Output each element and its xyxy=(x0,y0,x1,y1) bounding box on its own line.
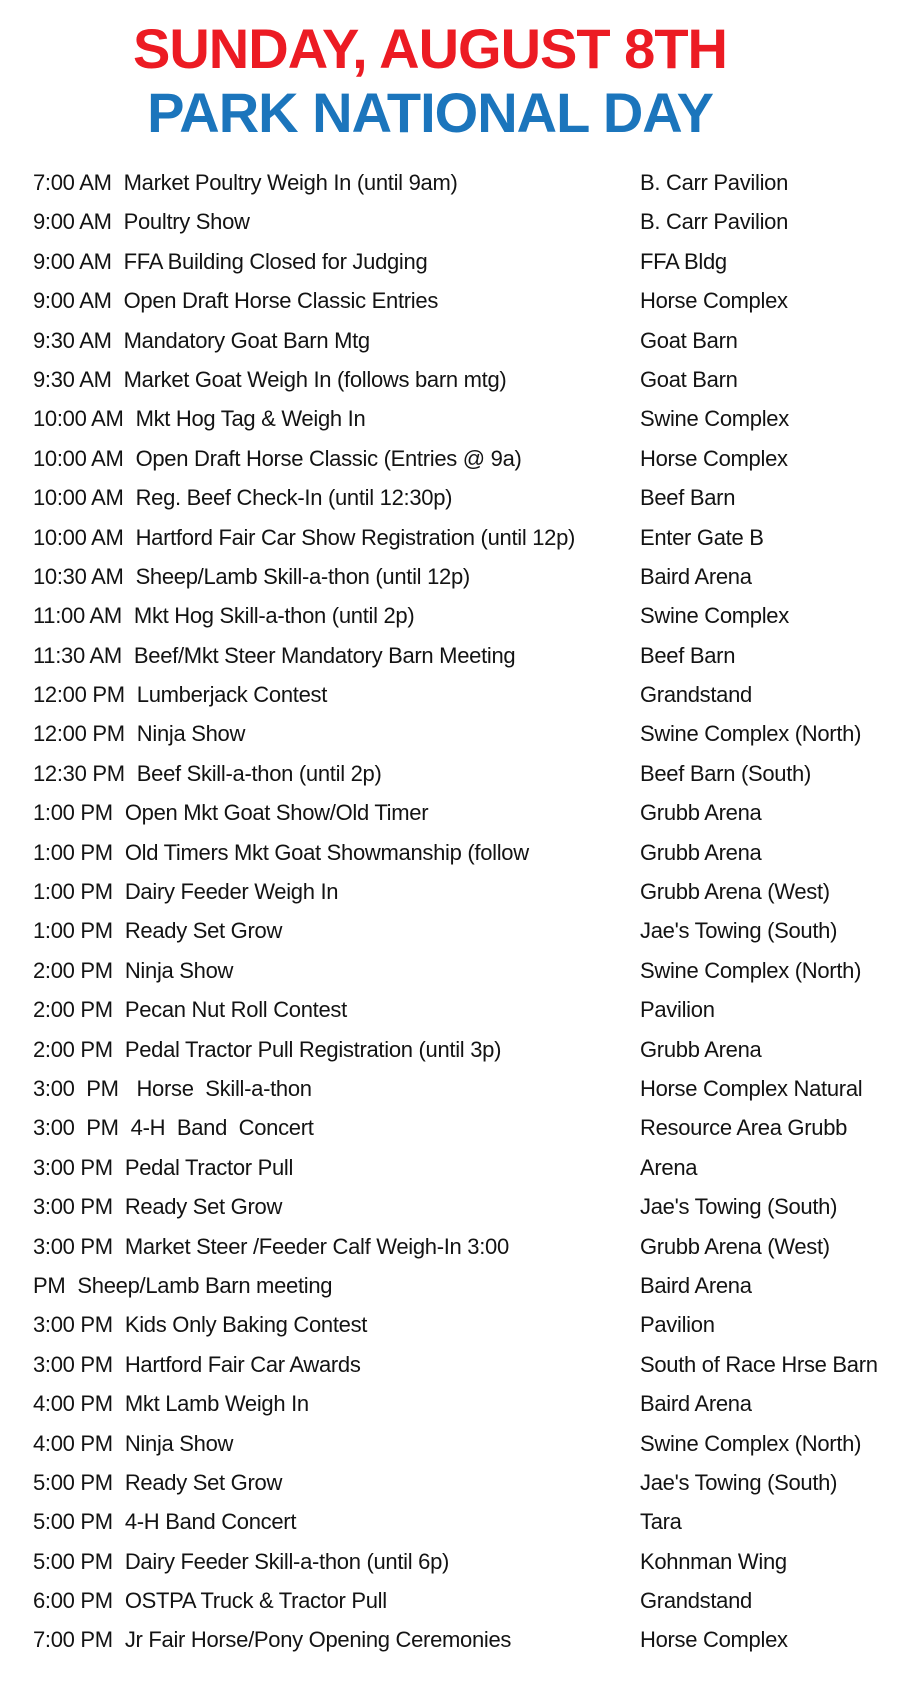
schedule-row xyxy=(0,833,915,872)
event-time: 11:00 AM xyxy=(33,603,122,629)
page-title-day-name: PARK NATIONAL DAY xyxy=(147,81,713,144)
event-time: 5:00 PM xyxy=(33,1469,113,1495)
event-title: Reg. Beef Check-In (until 12:30p) xyxy=(135,485,453,511)
event-location: Pavilion xyxy=(640,1312,715,1338)
event-title: Jr Fair Horse/Pony Opening Ceremonies xyxy=(124,1627,512,1653)
event-time: 2:00 PM xyxy=(33,957,113,983)
event-location: FFA Bldg xyxy=(640,248,727,274)
event-cell xyxy=(33,1266,332,1305)
event-time: 9:00 AM xyxy=(33,248,112,274)
event-time: 3:00 PM xyxy=(33,1312,113,1338)
event-title: Market Goat Weigh In (follows barn mtg) xyxy=(123,366,507,392)
event-cell xyxy=(33,242,427,281)
event-location: Grandstand xyxy=(640,682,752,708)
schedule-row xyxy=(0,754,915,793)
event-time: 3:00 PM xyxy=(33,1154,113,1180)
event-location: Grubb Arena (West) xyxy=(640,1233,830,1259)
event-title: Beef Skill-a-thon (until 2p) xyxy=(136,760,382,786)
event-title: Pedal Tractor Pull xyxy=(124,1154,294,1180)
event-time: 2:00 PM xyxy=(33,1036,113,1062)
event-location: Baird Arena xyxy=(640,563,752,589)
event-title: 4-H Band Concert xyxy=(124,1509,297,1535)
event-cell xyxy=(33,360,506,399)
event-location: Kohnman Wing xyxy=(640,1548,787,1574)
event-cell xyxy=(33,439,522,478)
event-time: 3:00 PM xyxy=(33,1351,113,1377)
event-cell xyxy=(33,518,575,557)
event-location: Grandstand xyxy=(640,1588,752,1614)
event-title: Open Draft Horse Classic (Entries @ 9a) xyxy=(135,445,522,471)
event-title: Pecan Nut Roll Contest xyxy=(124,997,347,1023)
event-title: Old Timers Mkt Goat Showmanship (follow xyxy=(124,839,529,865)
event-title: OSTPA Truck & Tractor Pull xyxy=(124,1588,387,1614)
event-cell xyxy=(33,281,438,320)
schedule-row xyxy=(0,675,915,714)
event-title: Ready Set Grow xyxy=(124,1469,283,1495)
event-time: 10:00 AM xyxy=(33,406,124,432)
schedule-row xyxy=(0,478,915,517)
event-time: 1:00 PM xyxy=(33,839,113,865)
event-location: Jae's Towing (South) xyxy=(640,1469,838,1495)
schedule-row xyxy=(0,360,915,399)
event-location: Pavilion xyxy=(640,997,715,1023)
event-cell xyxy=(33,1542,449,1581)
schedule-row xyxy=(0,1108,915,1147)
event-time: 5:00 PM xyxy=(33,1548,113,1574)
event-title: Hartford Fair Car Awards xyxy=(124,1351,361,1377)
event-cell xyxy=(33,793,428,832)
event-time: 1:00 PM xyxy=(33,800,113,826)
event-time: 7:00 AM xyxy=(33,170,112,195)
event-time: 11:30 AM xyxy=(33,642,122,668)
event-location: Jae's Towing (South) xyxy=(640,1194,838,1220)
event-time: 9:00 AM xyxy=(33,288,112,314)
event-location: Swine Complex (North) xyxy=(640,721,862,747)
event-time: 5:00 PM xyxy=(33,1509,113,1535)
event-cell xyxy=(33,1463,282,1502)
event-location: Baird Arena xyxy=(640,1272,752,1298)
event-cell xyxy=(33,1424,233,1463)
event-cell xyxy=(33,754,382,793)
event-location: Grubb Arena xyxy=(640,1036,762,1062)
event-time: 10:00 AM xyxy=(33,524,124,550)
schedule-row xyxy=(0,1148,915,1187)
schedule-row xyxy=(0,202,915,241)
event-time: 2:00 PM xyxy=(33,997,113,1023)
event-time: 12:00 PM xyxy=(33,682,125,708)
event-time: 9:30 AM xyxy=(33,366,112,392)
schedule-row xyxy=(0,1187,915,1226)
schedule-row xyxy=(0,1542,915,1581)
event-cell xyxy=(33,990,347,1029)
event-location: Swine Complex (North) xyxy=(640,1430,862,1456)
event-time: 9:00 AM xyxy=(33,209,112,235)
event-cell xyxy=(33,911,282,950)
event-title: Sheep/Lamb Barn meeting xyxy=(77,1272,333,1298)
schedule-row xyxy=(0,872,915,911)
event-title: Ready Set Grow xyxy=(124,918,283,944)
event-title: Sheep/Lamb Skill-a-thon (until 12p) xyxy=(135,563,470,589)
event-time: 12:00 PM xyxy=(33,721,125,747)
event-time: 1:00 PM xyxy=(33,879,113,905)
event-cell xyxy=(33,596,414,635)
event-title: Poultry Show xyxy=(123,209,250,235)
event-cell xyxy=(33,399,365,438)
schedule-row xyxy=(0,321,915,360)
schedule-row xyxy=(0,793,915,832)
event-title: Open Draft Horse Classic Entries xyxy=(123,288,439,314)
event-location: Grubb Arena (West) xyxy=(640,879,830,905)
event-title: Ninja Show xyxy=(136,721,246,747)
schedule-row xyxy=(0,1030,915,1069)
schedule-row xyxy=(0,557,915,596)
event-location: Grubb Arena xyxy=(640,800,762,826)
event-title: Mkt Lamb Weigh In xyxy=(124,1391,309,1417)
schedule-row xyxy=(0,1305,915,1344)
event-time: 3:00 PM xyxy=(33,1115,119,1141)
event-time: PM xyxy=(33,1272,66,1298)
event-time: 3:00 PM xyxy=(33,1233,113,1259)
event-location: Jae's Towing (South) xyxy=(640,918,838,944)
event-location: Enter Gate B xyxy=(640,524,764,550)
event-cell xyxy=(33,1502,296,1541)
event-title: Mkt Hog Tag & Weigh In xyxy=(135,406,366,432)
event-cell xyxy=(33,1148,293,1187)
event-time: 10:00 AM xyxy=(33,445,124,471)
event-time: 1:00 PM xyxy=(33,918,113,944)
event-title: Horse Skill-a-thon xyxy=(130,1075,312,1101)
schedule-row xyxy=(0,163,915,202)
event-time: 7:00 PM xyxy=(33,1627,113,1653)
event-title: 4-H Band Concert xyxy=(130,1115,314,1141)
event-title: Market Poultry Weigh In (until 9am) xyxy=(123,170,458,195)
event-title: Ready Set Grow xyxy=(124,1194,283,1220)
event-location: Goat Barn xyxy=(640,327,738,353)
event-location: South of Race Hrse Barn xyxy=(640,1351,878,1377)
event-cell xyxy=(33,1227,509,1266)
event-cell xyxy=(33,321,370,360)
event-time: 9:30 AM xyxy=(33,327,112,353)
event-time: 10:00 AM xyxy=(33,485,124,511)
event-title: Ninja Show xyxy=(124,1430,234,1456)
event-cell xyxy=(33,1620,511,1659)
page-title-date: SUNDAY, AUGUST 8TH xyxy=(133,17,727,80)
event-title: Dairy Feeder Weigh In xyxy=(124,879,339,905)
schedule-row xyxy=(0,714,915,753)
event-title: Market Steer /Feeder Calf Weigh-In 3:00 xyxy=(124,1233,509,1259)
event-location: Tara xyxy=(640,1509,682,1535)
event-cell xyxy=(33,675,327,714)
event-title: Hartford Fair Car Show Registration (until 12p) xyxy=(135,524,576,550)
event-location: Baird Arena xyxy=(640,1391,752,1417)
event-title: Mkt Hog Skill-a-thon (until 2p) xyxy=(133,603,415,629)
event-cell xyxy=(33,202,250,241)
event-location: Horse Complex xyxy=(640,445,788,471)
event-title: Kids Only Baking Contest xyxy=(124,1312,368,1338)
schedule-row xyxy=(0,990,915,1029)
event-title: Dairy Feeder Skill-a-thon (until 6p) xyxy=(124,1548,450,1574)
event-title: Open Mkt Goat Show/Old Timer xyxy=(124,800,429,826)
event-location: Horse Complex xyxy=(640,1627,788,1653)
event-location: Swine Complex (North) xyxy=(640,957,862,983)
schedule-row xyxy=(0,1266,915,1305)
event-cell xyxy=(33,1108,314,1147)
event-location: Beef Barn (South) xyxy=(640,760,811,786)
event-location: Goat Barn xyxy=(640,366,738,392)
schedule-row xyxy=(0,1384,915,1423)
event-time: 3:00 PM xyxy=(33,1194,113,1220)
event-location: Horse Complex xyxy=(640,288,788,314)
schedule-row xyxy=(0,1424,915,1463)
event-cell xyxy=(33,636,515,675)
event-cell xyxy=(33,1030,501,1069)
event-title: Lumberjack Contest xyxy=(136,682,328,708)
schedule-row xyxy=(0,911,915,950)
event-location: Grubb Arena xyxy=(640,839,762,865)
event-cell xyxy=(33,1581,387,1620)
event-title: Pedal Tractor Pull Registration (until 3p) xyxy=(124,1036,502,1062)
event-location: Arena xyxy=(640,1154,698,1180)
schedule-row xyxy=(0,1502,915,1541)
event-location: B. Carr Pavilion xyxy=(640,209,789,235)
schedule-row xyxy=(0,596,915,635)
event-cell xyxy=(33,1187,282,1226)
event-cell xyxy=(33,872,338,911)
event-time: 4:00 PM xyxy=(33,1391,113,1417)
event-cell xyxy=(33,557,470,596)
event-time: 6:00 PM xyxy=(33,1588,113,1614)
event-cell xyxy=(33,714,245,753)
event-cell xyxy=(33,1069,312,1108)
event-location: Beef Barn xyxy=(640,485,736,511)
event-location: B. Carr Pavilion xyxy=(640,170,789,195)
schedule-list xyxy=(0,163,915,1660)
page-header xyxy=(0,18,860,144)
event-location: Beef Barn xyxy=(640,642,736,668)
schedule-row xyxy=(0,242,915,281)
schedule-row xyxy=(0,399,915,438)
schedule-row xyxy=(0,636,915,675)
event-cell xyxy=(33,1305,367,1344)
event-title: Mandatory Goat Barn Mtg xyxy=(123,327,370,353)
schedule-row xyxy=(0,1345,915,1384)
schedule-row xyxy=(0,1581,915,1620)
schedule-row xyxy=(0,281,915,320)
event-time: 12:30 PM xyxy=(33,760,125,786)
event-location: Horse Complex Natural xyxy=(640,1075,863,1101)
event-location: Swine Complex xyxy=(640,603,789,629)
event-title: Ninja Show xyxy=(124,957,234,983)
event-title: FFA Building Closed for Judging xyxy=(123,248,428,274)
schedule-row xyxy=(0,1620,915,1659)
schedule-row xyxy=(0,1069,915,1108)
event-location: Swine Complex xyxy=(640,406,789,432)
event-cell xyxy=(33,163,458,202)
event-location: Resource Area Grubb xyxy=(640,1115,848,1141)
schedule-row xyxy=(0,439,915,478)
schedule-row xyxy=(0,951,915,990)
event-time: 4:00 PM xyxy=(33,1430,113,1456)
schedule-row xyxy=(0,1463,915,1502)
event-cell xyxy=(33,833,529,872)
event-title: Beef/Mkt Steer Mandatory Barn Meeting xyxy=(133,642,516,668)
schedule-row xyxy=(0,518,915,557)
event-cell xyxy=(33,1384,309,1423)
event-cell xyxy=(33,1345,361,1384)
schedule-row xyxy=(0,1227,915,1266)
event-cell xyxy=(33,478,452,517)
event-time: 10:30 AM xyxy=(33,563,124,589)
event-time: 3:00 PM xyxy=(33,1075,119,1101)
event-cell xyxy=(33,951,233,990)
